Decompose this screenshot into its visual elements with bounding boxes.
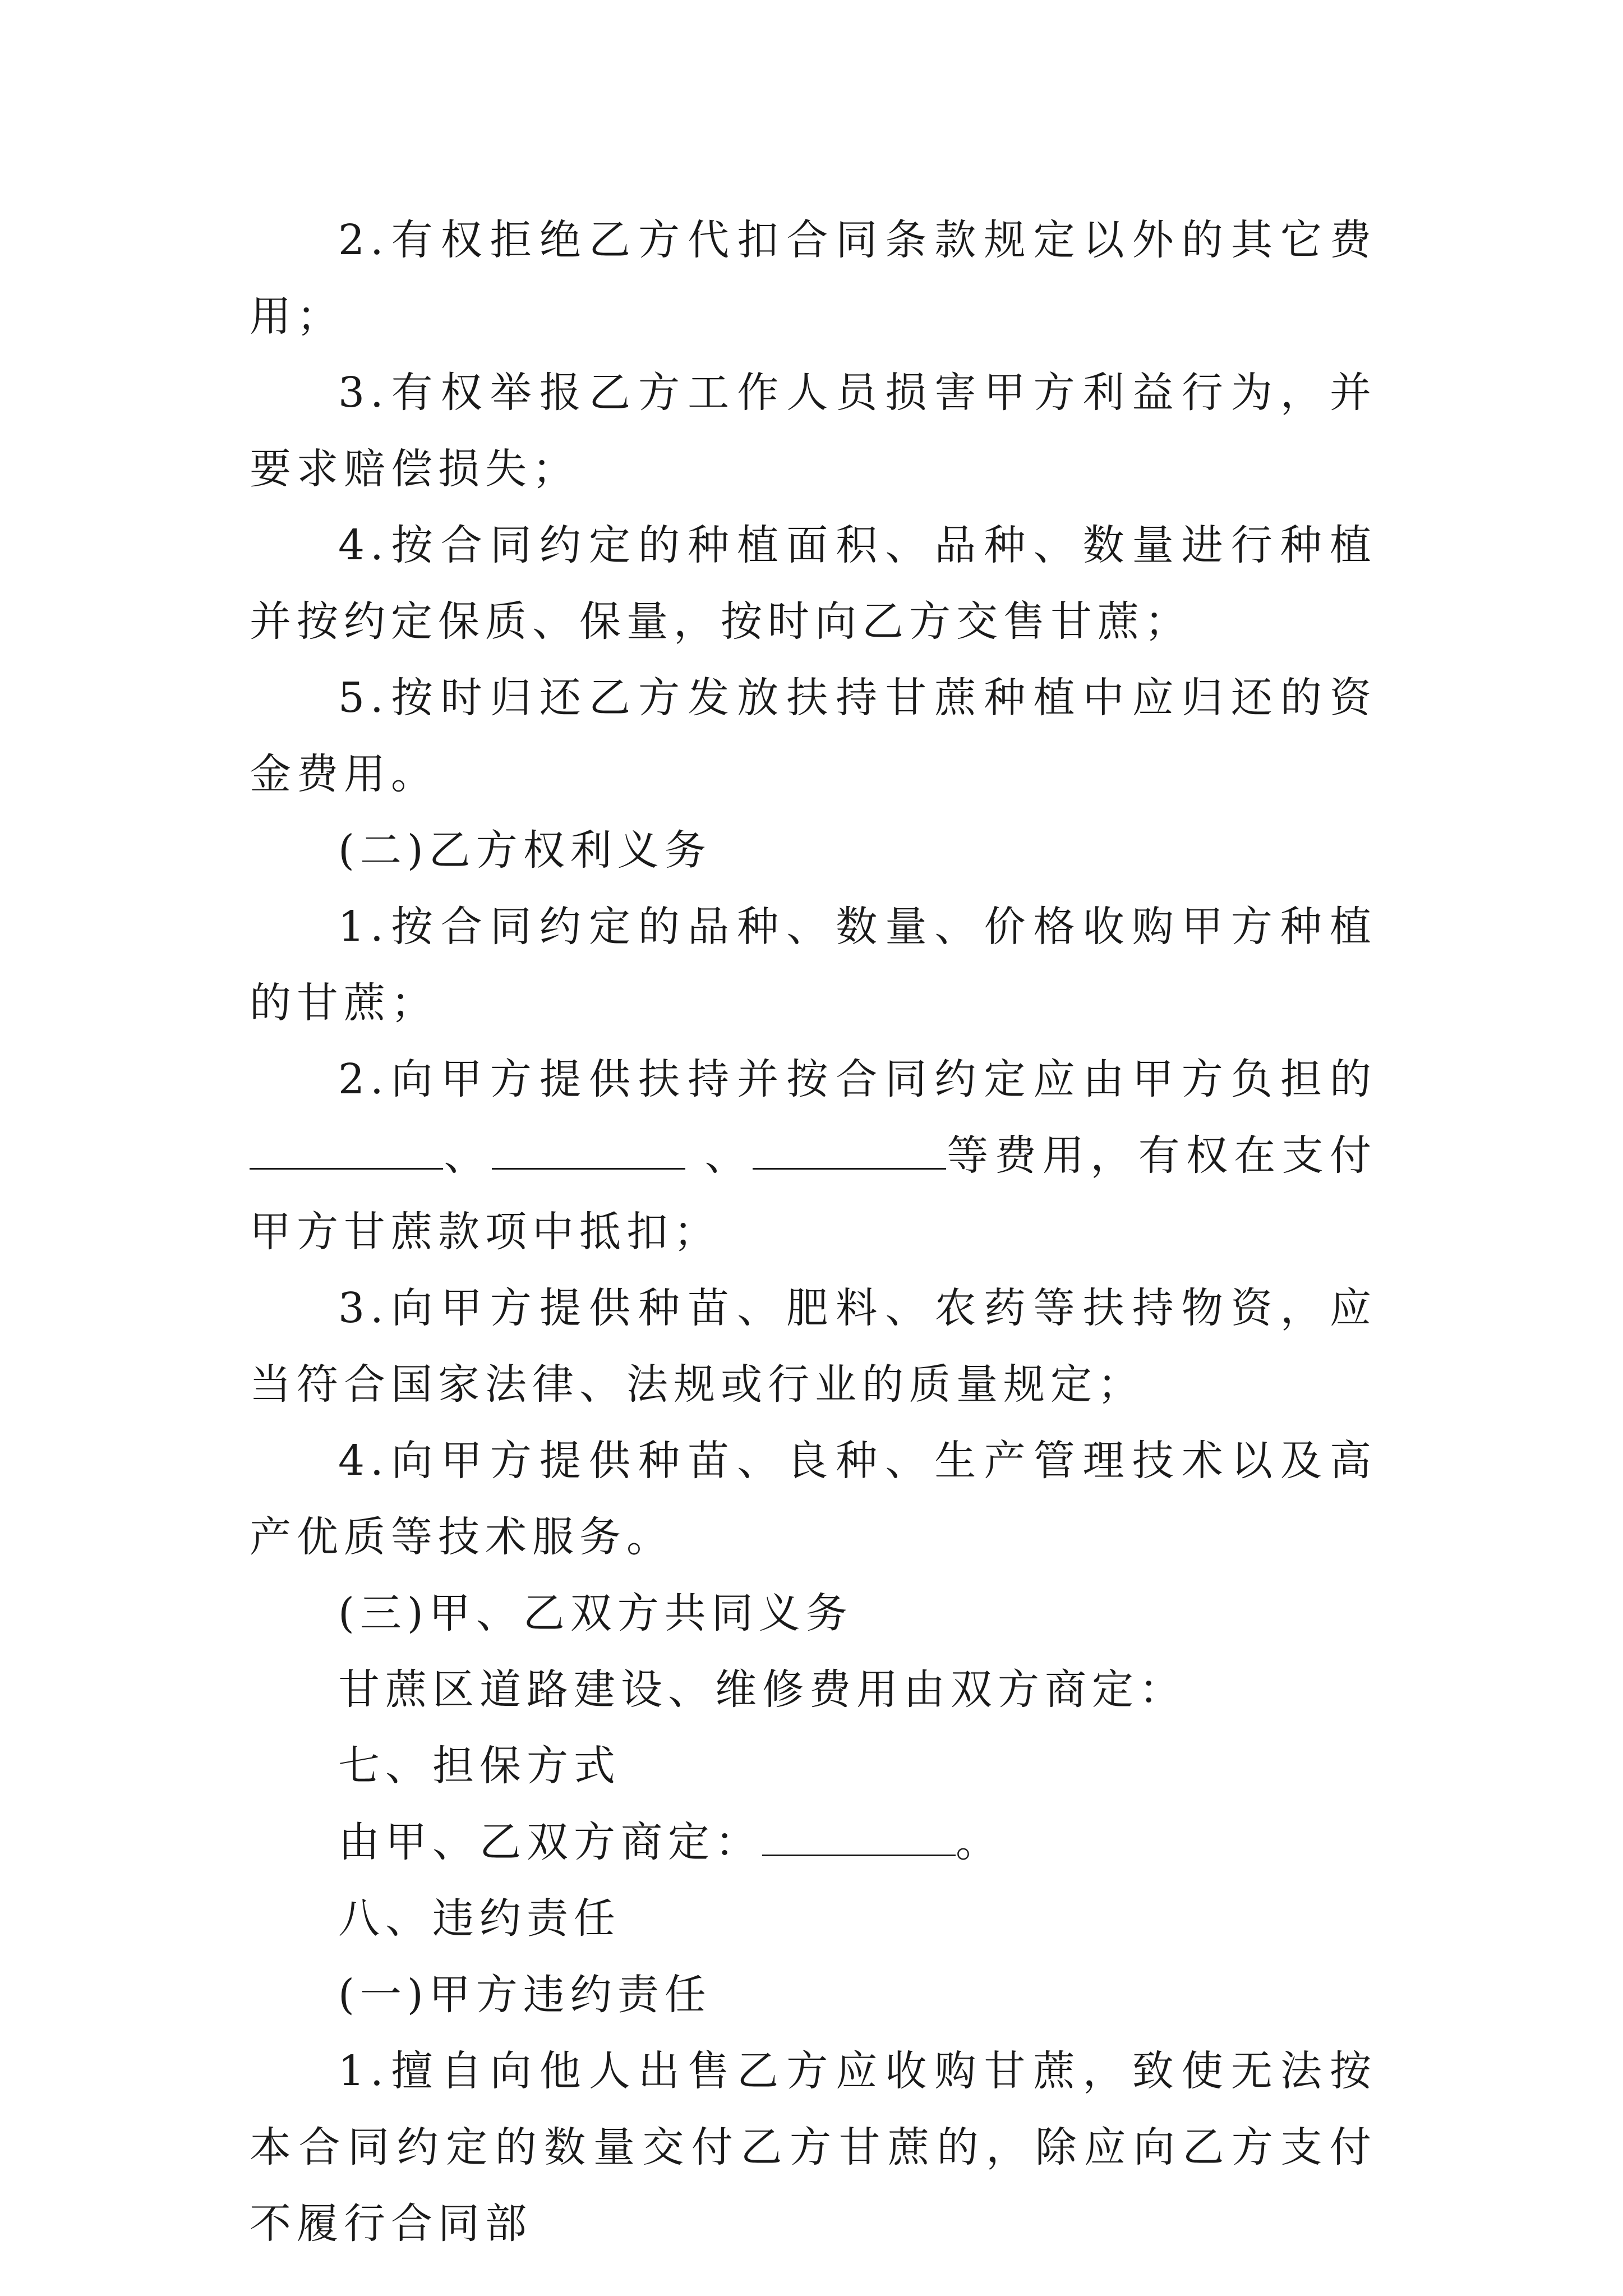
liability-clause-1: 1.擅自向他人出售乙方应收购甘蔗，致使无法按本合同约定的数量交付乙方甘蔗的，除应向乙方支付不履行合同部 bbox=[250, 2047, 1377, 2248]
blank-separator: 、 bbox=[443, 1131, 492, 1180]
clause-b2 bbox=[250, 1041, 1377, 1270]
contract-body bbox=[250, 202, 1377, 2262]
guarantee-prefix: 由甲、乙双方商定： bbox=[338, 1818, 762, 1866]
section-heading-joint-duties: (三)甲、乙双方共同义务 bbox=[338, 1589, 853, 1637]
fill-blank-fee-3 bbox=[753, 1134, 946, 1170]
blank-separator: 、 bbox=[685, 1131, 753, 1180]
clause-a4: 4.按合同约定的种植面积、品种、数量进行种植并按约定保质、保量，按时向乙方交售甘蔗； bbox=[250, 521, 1377, 646]
section-heading-party-a-liability: (一)甲方违约责任 bbox=[338, 1971, 712, 2019]
fill-blank-fee-2 bbox=[492, 1134, 685, 1170]
section-heading-guarantee: 七、担保方式 bbox=[338, 1742, 621, 1790]
clause-b1: 1.按合同约定的品种、数量、价格收购甲方种植的甘蔗； bbox=[250, 903, 1377, 1027]
clause-b3: 3.向甲方提供种苗、肥料、农药等扶持物资，应当符合国家法律、法规或行业的质量规定； bbox=[250, 1284, 1377, 1409]
fill-blank-fee-1 bbox=[250, 1134, 443, 1170]
section-heading-party-b: (二)乙方权利义务 bbox=[338, 826, 712, 875]
guarantee-suffix: 。 bbox=[956, 1818, 1003, 1866]
clause-a2: 2.有权拒绝乙方代扣合同条款规定以外的其它费用； bbox=[250, 216, 1377, 341]
clause-b2-prefix: 2.向甲方提供扶持并按合同约定应由甲方负担的 bbox=[338, 1055, 1377, 1103]
fill-blank-guarantee bbox=[762, 1821, 956, 1856]
guarantee-clause bbox=[250, 1804, 1377, 1880]
joint-duty-text: 甘蔗区道路建设、维修费用由双方商定： bbox=[338, 1665, 1186, 1714]
section-heading-liability: 八、违约责任 bbox=[338, 1894, 621, 1943]
clause-b2-suffix: 等费用，有权在支付甲方甘蔗款项中抵扣； bbox=[250, 1131, 1377, 1256]
clause-a3: 3.有权举报乙方工作人员损害甲方利益行为，并要求赔偿损失； bbox=[250, 369, 1377, 493]
clause-a5: 5.按时归还乙方发放扶持甘蔗种植中应归还的资金费用。 bbox=[250, 674, 1377, 798]
clause-b4: 4.向甲方提供种苗、良种、生产管理技术以及高产优质等技术服务。 bbox=[250, 1437, 1377, 1561]
